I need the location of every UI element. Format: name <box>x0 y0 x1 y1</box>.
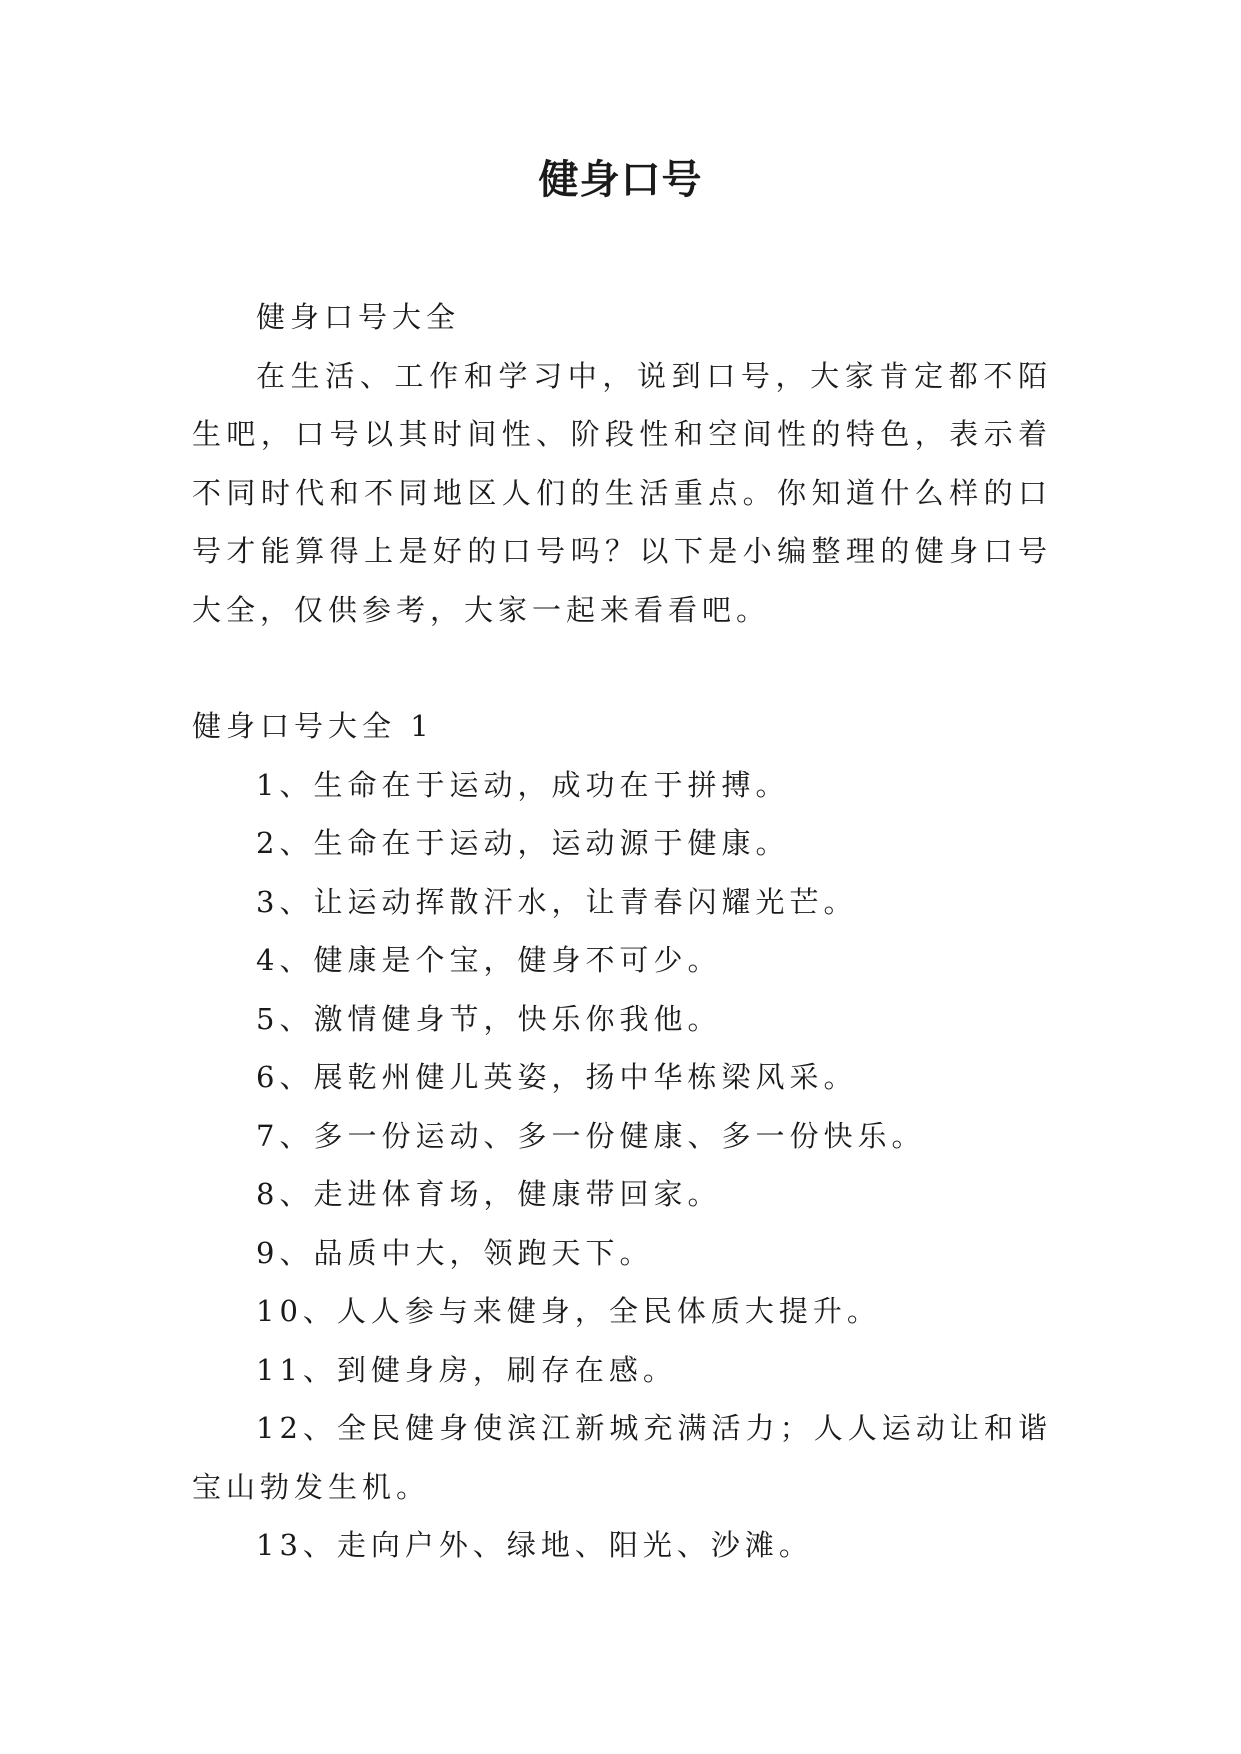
slogan-item: 8、走进体育场，健康带回家。 <box>256 1177 722 1211</box>
section-heading: 健身口号大全 1 <box>192 709 434 743</box>
slogan-item: 1、生命在于运动，成功在于拼搏。 <box>256 767 790 802</box>
slogan-item: 6、展乾州健儿英姿，扬中华栋梁风采。 <box>256 1060 858 1094</box>
slogan-item: 5、激情健身节，快乐你我他。 <box>256 1001 722 1036</box>
slogan-item: 7、多一份运动、多一份健康、多一份快乐。 <box>256 1118 926 1153</box>
paragraph-gap <box>192 639 1052 697</box>
slogan-item: 13、走向户外、绿地、阳光、沙滩。 <box>256 1528 813 1562</box>
slogan-item: 3、让运动挥散汗水，让青春闪耀光芒。 <box>256 884 858 919</box>
slogan-item: 12、全民健身使滨江新城充满活力；人人运动让和谐宝山勃发生机。 <box>192 1411 1052 1504</box>
document-body <box>192 288 1052 1575</box>
document-title: 健身口号 <box>538 157 703 203</box>
subtitle: 健身口号大全 <box>256 300 461 334</box>
slogan-item: 11、到健身房，刷存在感。 <box>256 1352 677 1387</box>
slogan-item: 10、人人参与来健身，全民体质大提升。 <box>256 1294 881 1328</box>
intro-paragraph: 在生活、工作和学习中，说到口号，大家肯定都不陌生吧，口号以其时间性、阶段性和空间性的特色，表示着不同时代和不同地区人们的生活重点。你知道什么样的口号才能算得上是好的口号吗？以下是小编整理的健身口号大全，仅供参考，大家一起来看看吧。 <box>192 358 1052 627</box>
slogan-item: 2、生命在于运动，运动源于健康。 <box>256 826 790 860</box>
slogan-item: 4、健康是个宝，健身不可少。 <box>256 943 722 977</box>
slogan-item: 9、品质中大，领跑天下。 <box>256 1235 654 1270</box>
